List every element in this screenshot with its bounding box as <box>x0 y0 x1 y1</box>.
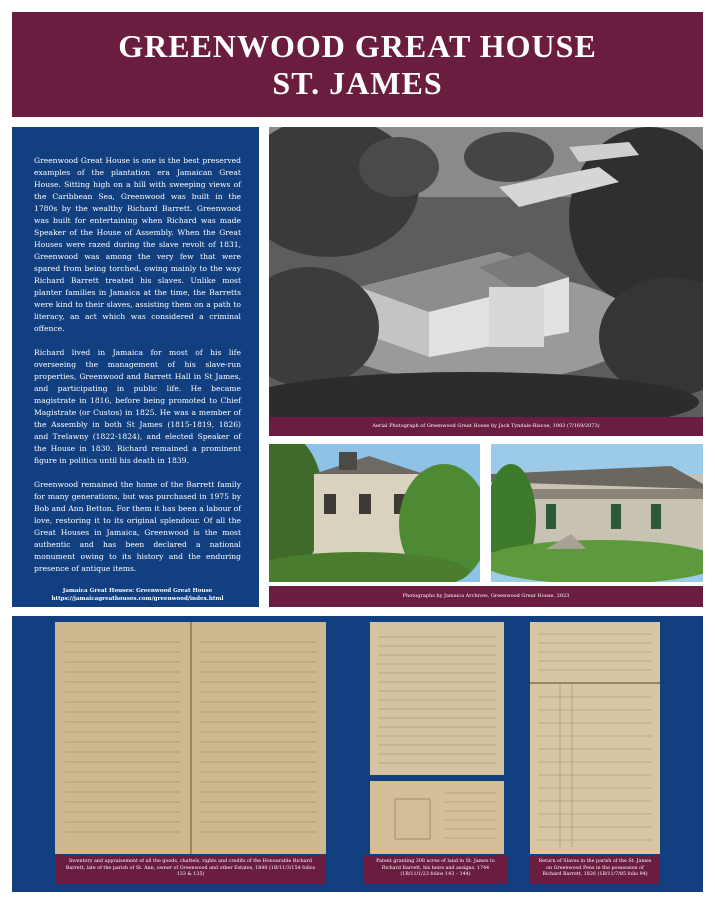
slaves-caption: Return of Slaves in the parish of the St. James on Greenwood Pens in the possession of Richard Barrett, 1826 (1B/11/7/85 folio 94) <box>530 855 660 884</box>
source-url: https://jamaicagreathouses.com/greenwood/index.html <box>51 596 224 602</box>
aerial-photo-illustration <box>269 127 703 417</box>
inventory-document <box>55 622 326 854</box>
title-banner <box>12 12 703 117</box>
intro-paragraph-2: Richard lived in Jamaica for most of his life overseeing the management of his slave-run properties, Greenwood and Barrett Hall in St James, and participating in public life. He became magistrate in 1816, before being promoted to Chief Magistrate (or Custos) in 1825. He was a member of the Assembly in both St James (1815-1819, 1826) and Trelawny (1822-1824), and elected Speaker of the House in 1830. Richard remained a prominent figure in politics until his death in 1839. <box>34 348 241 465</box>
slave-return-document <box>530 622 660 854</box>
inventory-caption: Inventory and appraisement of all the goods, chattels, rights and credits of the Honourable Richard Barrett, late of the parish of St. Ann, owner of Greenwood and other Estates, 1840 (1B/11/3/154 folios 133 & 135) <box>55 855 326 884</box>
aerial-caption: Aerial Photograph of Greenwood Great House by Jack Tyndale-Biscoe, 1983 (7/169/2073) <box>269 417 703 436</box>
photos-caption: Photographs by Jamaica Archives, Greenwood Great House, 2023 <box>269 586 703 607</box>
house-front-photograph <box>491 444 703 582</box>
house-front-illustration <box>491 444 703 582</box>
intro-paragraph-1: Greenwood Great House is one is the best preserved examples of the plantation era Jamaican Great House. Sitting high on a hill with sweeping views of the Caribbean Sea, Greenwood was built in the 1780s by the wealthy Richard Barrett. Greenwood was built for entertaining when Richard was made Speaker of the House of Assembly. When the Great Houses were razed during the slave revolt of 1831, Greenwood was among the very few that were spared from being torched, owing mainly to the way Richard Barrett treated his slaves. Unlike most planter families in Jamaica at the time, the Barretts were kind to their slaves, assisting them on a path to literacy, an act which was considered a criminal offence. <box>34 156 241 333</box>
intro-paragraph-3: Greenwood remained the home of the Barrett family for many generations, but was purchased in 1975 by Bob and Ann Betton. For them it has been a labour of love, restoring it to its original splendour. Of all the Great Houses in Jamaica, Greenwood is the most authentic and has been declared a national monument owing to its history and the enduring presence of antique items. <box>34 480 241 573</box>
source-credit <box>34 587 241 603</box>
patent-document-page-2-texture <box>370 781 504 854</box>
intro-panel <box>12 127 259 607</box>
source-title: Jamaica Great Houses: Greenwood Great House <box>62 588 213 594</box>
aerial-photograph <box>269 127 703 417</box>
house-side-photograph <box>269 444 480 582</box>
patent-document-page-1-texture <box>370 622 504 775</box>
patent-document-page-1 <box>370 622 504 775</box>
patent-document-page-2 <box>370 781 504 854</box>
slave-return-document-texture <box>530 622 660 854</box>
page-title-line-2: ST. JAMES <box>272 64 443 101</box>
inventory-document-texture <box>55 622 326 854</box>
patent-caption: Patent granting 308 acres of land in St. James to Richard Barrett, his heirs and assigns, 1744 (1B/11/1/23 folios 143 – 144) <box>363 855 508 884</box>
house-side-illustration <box>269 444 480 582</box>
page-title-line-1: GREENWOOD GREAT HOUSE <box>118 27 597 64</box>
